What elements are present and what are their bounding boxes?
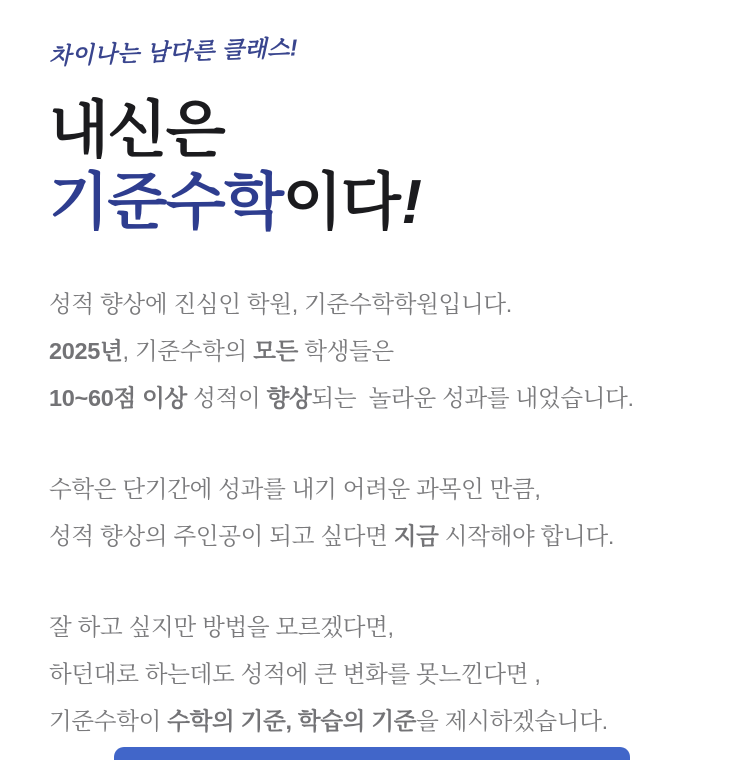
emphasis-text: 모든 [253, 337, 298, 364]
text-run: 시작해야 합니다. [438, 522, 615, 549]
body-line [49, 698, 703, 745]
text-run: 성적이 [186, 384, 267, 411]
emphasis-text: 10~60점 이상 [49, 384, 187, 411]
title-brand-accent: 기준수학 [49, 168, 283, 237]
body-paragraph [49, 604, 703, 745]
text-run: 되는 놀라운 성과를 내었습니다. [311, 384, 634, 411]
emphasis-text: 수학의 기준, 학습의 기준 [167, 707, 417, 734]
body-line [49, 375, 703, 422]
body-paragraph [49, 466, 703, 560]
text-run: 학생들은 [298, 337, 394, 364]
body-copy [49, 281, 703, 745]
title-exclamation: ! [401, 168, 421, 237]
emphasis-text: 2025년 [49, 337, 123, 364]
body-line [49, 651, 703, 698]
tagline-script-text: 차이나는 남다른 클래스! [48, 34, 299, 69]
body-line [49, 466, 703, 513]
title-line2-rest: 이다 [282, 168, 400, 237]
body-line [49, 281, 703, 328]
page-title [49, 95, 703, 239]
body-line [49, 328, 703, 375]
text-run: 을 제시하겠습니다. [416, 707, 608, 734]
body-line [49, 513, 703, 560]
title-line1: 내신은 [49, 96, 225, 165]
text-run: 수학은 단기간에 성과를 내기 어려운 과목인 만큼, [49, 475, 541, 502]
text-run: 하던대로 하는데도 성적에 큰 변화를 못느낀다면 , [49, 660, 541, 687]
body-paragraph [49, 281, 703, 422]
emphasis-text: 지금 [393, 522, 439, 549]
cta-button-top-edge[interactable] [114, 747, 630, 760]
text-run: 기준수학이 [49, 707, 168, 734]
text-run: 잘 하고 싶지만 방법을 모르겠다면, [49, 613, 394, 640]
emphasis-text: 향상 [266, 384, 312, 411]
body-line [49, 604, 703, 651]
text-run: 성적 향상의 주인공이 되고 싶다면 [49, 522, 394, 549]
text-run: 성적 향상에 진심인 학원, 기준수학학원입니다. [49, 290, 512, 317]
text-run: , 기준수학의 [122, 337, 254, 364]
